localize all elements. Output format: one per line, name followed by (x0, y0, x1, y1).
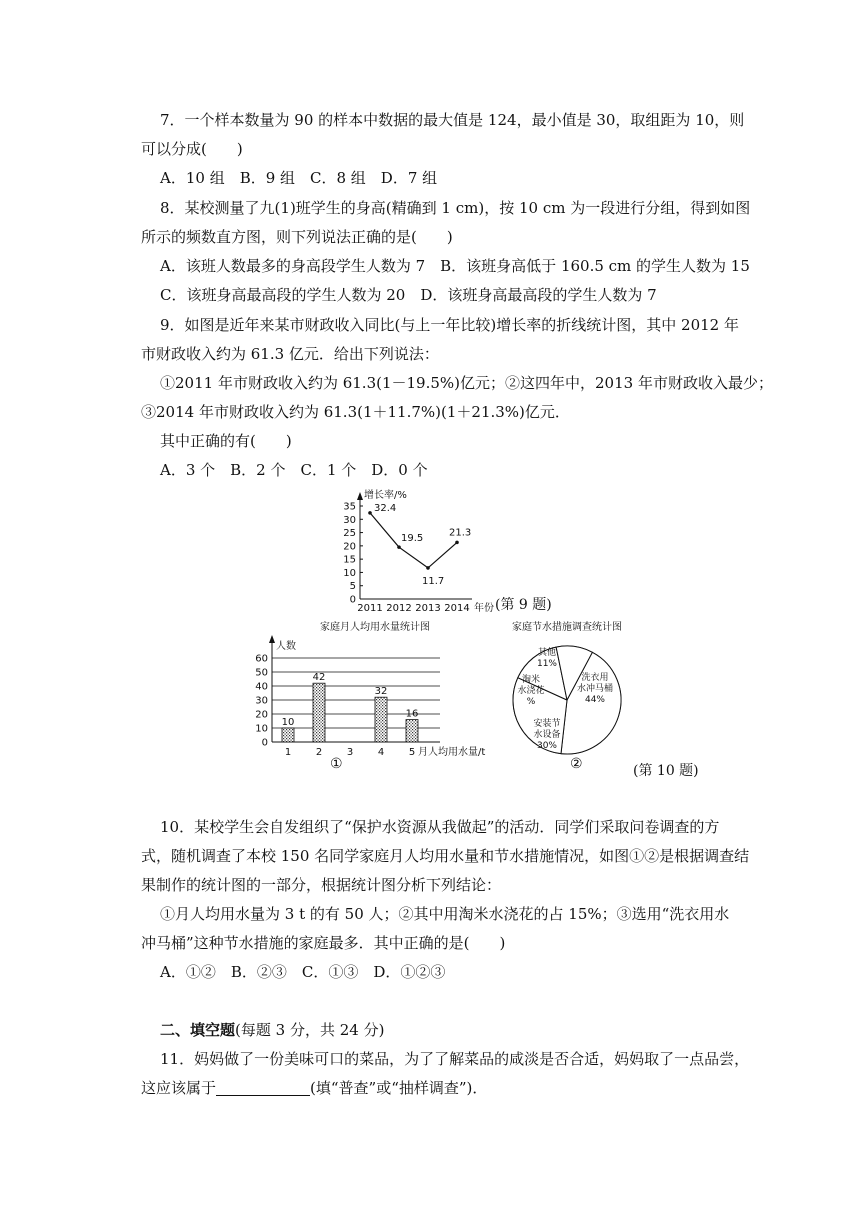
x-tick-label: 2 (315, 747, 323, 758)
slice-label: 安装节水设备 30% (533, 719, 561, 751)
water-saving-pie-chart (505, 618, 630, 778)
x-tick-label: 2012 (386, 603, 412, 614)
bar (375, 697, 387, 742)
x-tick-label: 1 (284, 747, 292, 758)
fig1-label: ① (330, 756, 343, 772)
data-label: 32.4 (374, 502, 397, 514)
y-tick-label: 30 (255, 695, 268, 707)
q8-option-c-d: C．该班身高最高段的学生人数为 20 D．该班身高最高段的学生人数为 7 (160, 286, 657, 304)
data-point (397, 545, 401, 549)
section-title: 二、填空题 (160, 1021, 236, 1039)
y-tick-label: 5 (349, 581, 356, 593)
q11-line2 (141, 1076, 860, 1100)
answer-blank[interactable] (216, 1079, 310, 1096)
y-tick-label: 30 (343, 514, 356, 526)
y-tick-label: 0 (349, 594, 356, 606)
data-label: 21.3 (449, 527, 472, 539)
y-tick-label: 40 (255, 681, 268, 693)
x-tick-label: 2013 (415, 603, 441, 614)
q7-line1: 7．一个样本数量为 90 的样本中数据的最大值是 124，最小值是 30，取组距为 10，则 (160, 111, 745, 129)
y-tick-label: 10 (255, 723, 268, 735)
y-tick-label: 10 (343, 567, 356, 579)
y-tick-label: 0 (261, 737, 268, 749)
y-tick-label: 50 (255, 667, 268, 679)
q11-line2-post: (填“普查”或“抽样调查”)． (310, 1079, 488, 1097)
slice-label: 淘米水浇花% (517, 675, 545, 707)
x-tick-label: 5 (408, 747, 416, 758)
bar-value-label: 42 (312, 672, 326, 684)
q10-line4: ①月人均用水量为 3 t 的有 50 人；②其中用淘米水浇花的占 15%；③选用“洗衣用水 (160, 905, 730, 923)
x-tick-label: 2014 (444, 603, 470, 614)
q11-line1: 11．妈妈做了一份美味可口的菜品，为了了解菜品的咸淡是否合适，妈妈取了一点品尝， (160, 1050, 750, 1068)
y-tick-label: 60 (255, 653, 268, 665)
bar-value-label: 32 (374, 686, 388, 698)
y-tick-label: 20 (255, 709, 268, 721)
x-tick-label: 3 (346, 747, 354, 758)
bar-value-label: 16 (405, 708, 419, 720)
data-point (426, 566, 430, 570)
q10-line1: 10．某校学生会自发组织了“保护水资源从我做起”的活动．同学们采取问卷调查的方 (160, 818, 720, 836)
q9-caption: (第 9 题) (495, 597, 552, 613)
q8-option-a-b: A．该班人数最多的身高段学生人数为 7 B．该班身高低于 160.5 cm 的学生人数为 15 (160, 257, 750, 275)
q8-line2: 所示的频数直方图，则下列说法正确的是( ) (141, 228, 453, 246)
slice-label: 其他 11% (536, 648, 558, 669)
bar (282, 728, 294, 742)
y-tick-label: 25 (343, 528, 356, 540)
bar-value-label: 10 (281, 717, 295, 728)
q9-line2: 市财政收入约为 61.3 亿元．给出下列说法： (141, 345, 439, 363)
data-label: 11.7 (422, 575, 445, 587)
q11-line2-pre: 这应该属于 (141, 1079, 217, 1097)
pie-chart-title: 家庭节水措施调查统计图 (512, 622, 622, 633)
q9-options: A．3 个 B．2 个 C．1 个 D．0 个 (160, 461, 428, 479)
q10-caption: (第 10 题) (633, 763, 699, 779)
q9-line1: 9．如图是近年来某市财政收入同比(与上一年比较)增长率的折线统计图，其中 2012 年 (160, 316, 739, 334)
x-axis-label: 月人均用水量/t (418, 747, 486, 758)
y-axis-label: 人数 (276, 641, 296, 652)
data-point (368, 511, 372, 515)
bar-chart-title: 家庭月人均用水量统计图 (320, 622, 430, 633)
water-usage-bar-chart (250, 618, 500, 778)
q7-line2: 可以分成( ) (141, 140, 243, 158)
section-heading (160, 1018, 860, 1042)
q9-line3: ①2011 年市财政收入约为 61.3(1－19.5%)亿元；②这四年中，2013 年市财政收入最少； (160, 374, 773, 392)
q9-line5: 其中正确的有( ) (160, 432, 292, 450)
y-tick-label: 35 (343, 501, 356, 513)
q9-line4: ③2014 年市财政收入约为 61.3(1＋11.7%)(1＋21.3%)亿元． (141, 403, 570, 421)
y-tick-label: 20 (343, 541, 356, 553)
bar (406, 720, 418, 742)
data-point (455, 541, 459, 545)
x-tick-label: 2011 (357, 603, 383, 614)
y-tick-label: 15 (343, 554, 356, 566)
x-axis-label: 年份 (474, 603, 494, 614)
fig2-label: ② (570, 756, 583, 772)
y-axis-label: 增长率/% (364, 490, 407, 501)
bar (313, 683, 325, 742)
q10-line2: 式，随机调查了本校 150 名同学家庭月人均用水量和节水措施情况，如图①②是根据调查结 (141, 847, 750, 865)
q7-options: A．10 组 B．9 组 C．8 组 D．7 组 (160, 169, 438, 187)
q10-options: A．①② B．②③ C．①③ D．①②③ (160, 963, 446, 981)
x-tick-label: 4 (377, 747, 385, 758)
slice-label: 洗衣用水冲马桶 44% (576, 673, 614, 705)
data-label: 19.5 (401, 533, 424, 545)
y-axis-arrow (269, 635, 275, 643)
y-axis-arrow (357, 492, 363, 500)
q8-line1: 8．某校测量了九(1)班学生的身高(精确到 1 cm)，按 10 cm 为一段进行分组，得到如图 (160, 199, 751, 217)
q10-line5: 冲马桶”这种节水措施的家庭最多．其中正确的是( ) (141, 934, 506, 952)
section-note: (每题 3 分，共 24 分) (235, 1021, 385, 1039)
q10-line3: 果制作的统计图的一部分，根据统计图分析下列结论： (141, 876, 502, 894)
